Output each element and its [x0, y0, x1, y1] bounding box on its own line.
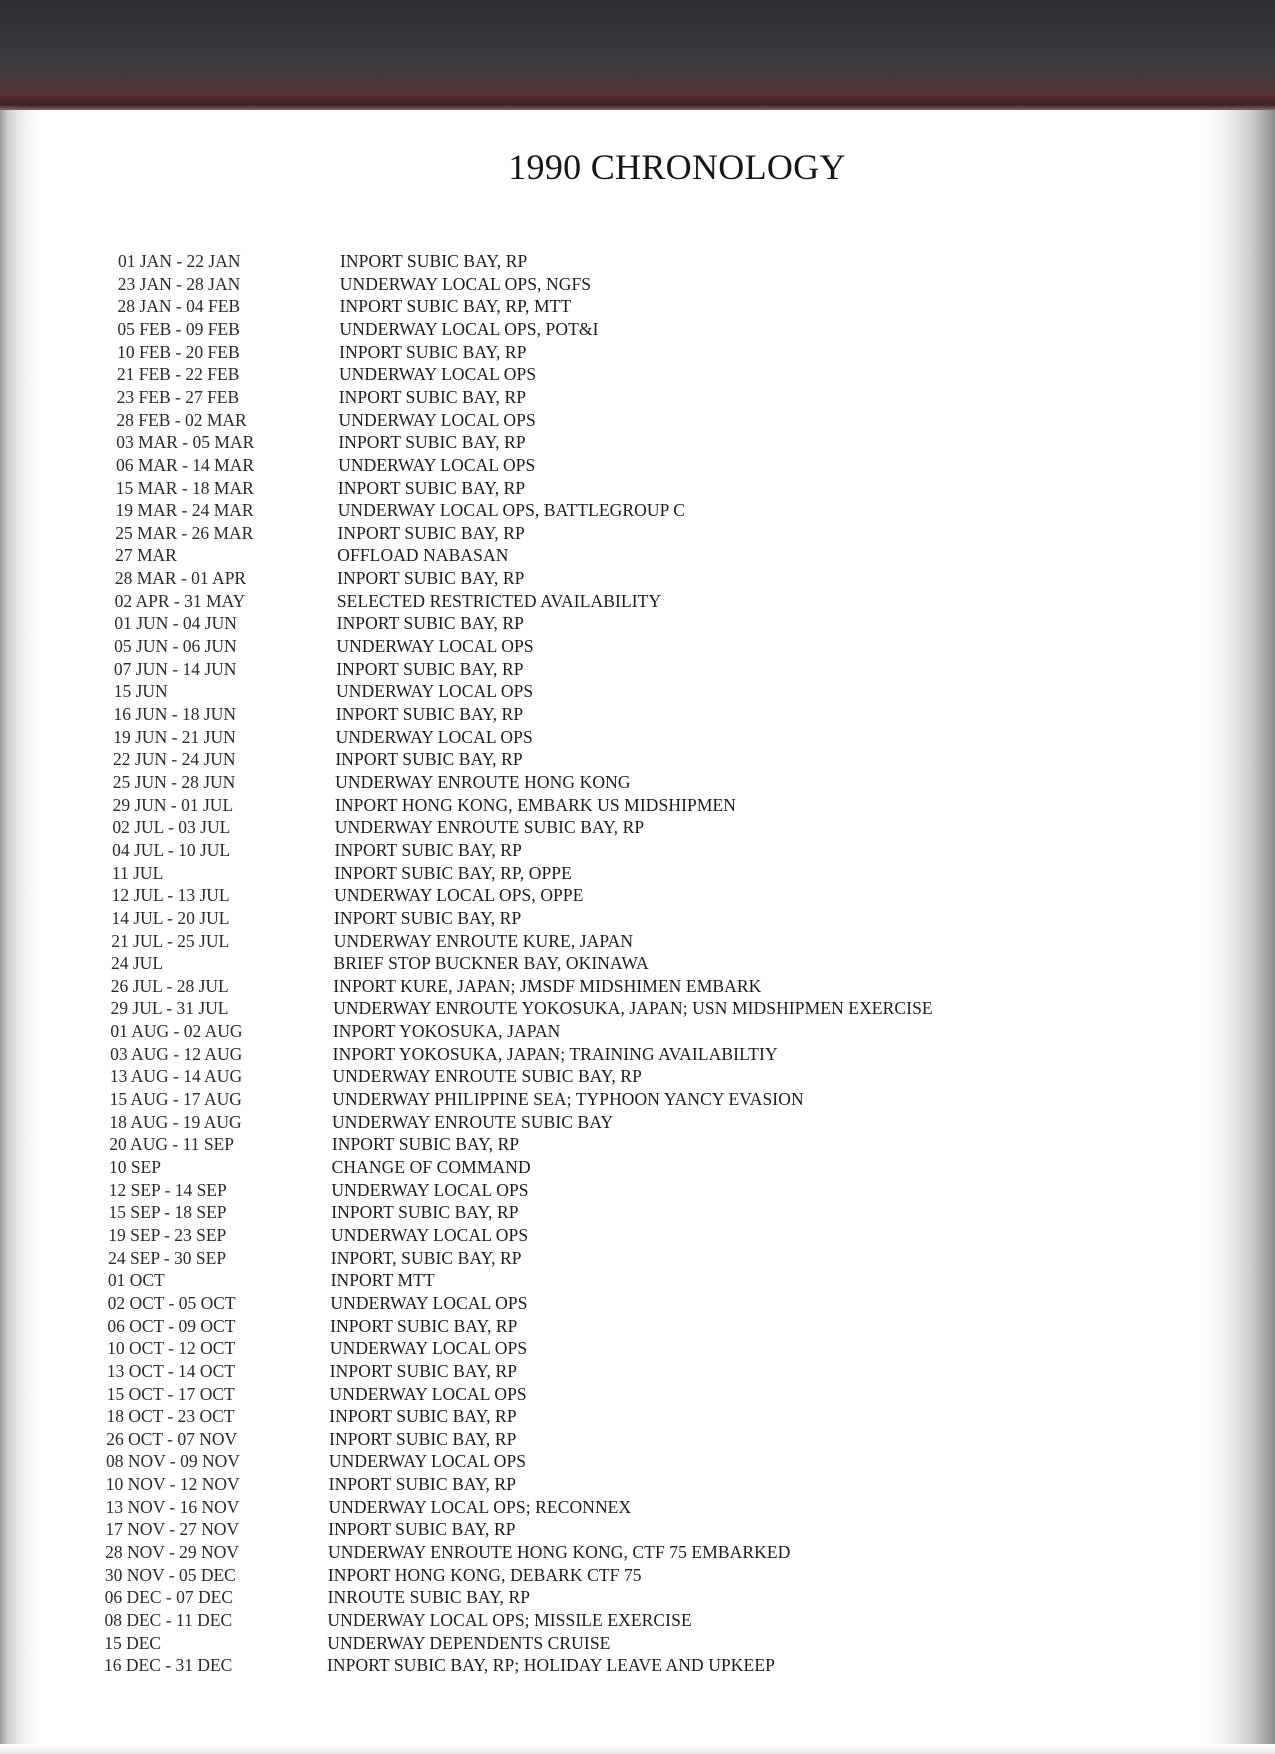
entry-date: 10 SEP — [108, 1157, 161, 1177]
list-item — [0, 612, 1100, 634]
entry-date: 01 OCT — [107, 1270, 165, 1291]
list-item — [0, 1383, 1100, 1405]
entry-date: 12 JUL - 13 JUL — [111, 885, 230, 906]
list-item — [0, 1133, 1100, 1155]
entry-event: UNDERWAY LOCAL OPS; MISSILE EXERCISE — [327, 1610, 692, 1630]
list-item — [0, 975, 1100, 997]
entry-date: 02 JUL - 03 JUL — [112, 817, 231, 838]
entry-date: 19 JUN - 21 JUN — [113, 726, 236, 747]
entry-event: INPORT HONG KONG, EMBARK US MIDSHIPMEN — [334, 794, 737, 815]
list-item — [0, 1201, 1100, 1223]
entry-date: 13 NOV - 16 NOV — [105, 1496, 240, 1517]
entry-event: INPORT SUBIC BAY, RP — [328, 1474, 517, 1495]
entry-date: 28 JAN - 04 FEB — [117, 296, 241, 317]
entry-date: 16 JUN - 18 JUN — [113, 704, 236, 724]
list-item — [0, 930, 1100, 952]
entry-event: UNDERWAY DEPENDENTS CRUISE — [327, 1632, 611, 1653]
entry-date: 18 OCT - 23 OCT — [106, 1406, 235, 1427]
entry-date: 15 SEP - 18 SEP — [108, 1202, 227, 1223]
entry-event: UNDERWAY ENROUTE HONG KONG — [335, 771, 631, 792]
entry-date: 22 JUN - 24 JUN — [113, 749, 236, 770]
page-bottom-edge — [0, 1744, 1275, 1754]
list-item — [0, 1020, 1100, 1042]
entry-event: UNDERWAY LOCAL OPS — [331, 1179, 529, 1200]
entry-date: 01 JAN - 22 JAN — [118, 251, 241, 271]
list-item — [0, 1541, 1100, 1563]
list-item — [0, 1065, 1100, 1087]
entry-date: 15 MAR - 18 MAR — [115, 477, 254, 498]
entry-event: UNDERWAY ENROUTE SUBIC BAY, RP — [334, 817, 645, 838]
entry-date: 01 AUG - 02 AUG — [110, 1021, 243, 1042]
entry-event: UNDERWAY LOCAL OPS, OPPE — [334, 885, 584, 906]
entry-date: 03 AUG - 12 AUG — [110, 1043, 243, 1064]
entry-event: UNDERWAY LOCAL OPS — [329, 1383, 527, 1404]
list-item — [0, 1224, 1100, 1246]
entry-date: 10 NOV - 12 NOV — [105, 1474, 240, 1495]
entry-event: INPORT SUBIC BAY, RP — [335, 749, 523, 770]
entry-event: SELECTED RESTRICTED AVAILABILITY — [336, 590, 662, 611]
entry-event: INPORT YOKOSUKA, JAPAN — [332, 1021, 561, 1042]
entry-event: INPORT SUBIC BAY, RP — [334, 839, 522, 860]
entry-date: 08 NOV - 09 NOV — [106, 1451, 240, 1472]
list-item — [0, 1405, 1100, 1427]
entry-date: 26 JUL - 28 JUL — [110, 975, 229, 996]
list-item — [0, 341, 1100, 363]
list-item — [0, 816, 1100, 838]
list-item — [0, 1337, 1100, 1359]
entry-date: 21 FEB - 22 FEB — [116, 364, 240, 385]
list-item — [0, 794, 1100, 816]
entry-event: UNDERWAY LOCAL OPS — [330, 1224, 529, 1245]
list-item — [0, 1428, 1100, 1450]
entry-event: INPORT SUBIC BAY, RP — [337, 522, 525, 543]
list-item — [0, 726, 1100, 748]
scan-background-top — [0, 0, 1275, 96]
entry-date: 15 OCT - 17 OCT — [106, 1383, 235, 1404]
entry-date: 10 OCT - 12 OCT — [107, 1338, 236, 1359]
entry-event: UNDERWAY LOCAL OPS, POT&I — [339, 318, 599, 339]
list-item — [0, 1473, 1100, 1495]
entry-date: 28 FEB - 02 MAR — [116, 409, 247, 430]
list-item — [0, 703, 1100, 725]
list-item — [0, 1088, 1100, 1110]
list-item — [0, 1360, 1100, 1382]
list-item — [0, 409, 1100, 431]
entry-date: 06 MAR - 14 MAR — [115, 454, 255, 475]
entry-date: 11 JUL — [111, 862, 164, 883]
entry-event: OFFLOAD NABASAN — [337, 545, 509, 566]
entry-date: 28 MAR - 01 APR — [114, 568, 247, 589]
entry-date: 03 MAR - 05 MAR — [116, 432, 255, 453]
list-item — [0, 839, 1100, 861]
entry-event: BRIEF STOP BUCKNER BAY, OKINAWA — [333, 953, 649, 974]
list-item — [0, 250, 1100, 272]
entry-event: INPORT SUBIC BAY, RP — [331, 1202, 519, 1223]
entry-event: INPORT SUBIC BAY, RP; HOLIDAY LEAVE AND UPKEEP — [327, 1655, 775, 1676]
entry-date: 17 NOV - 27 NOV — [105, 1519, 240, 1540]
list-item — [0, 522, 1100, 544]
entry-event: UNDERWAY LOCAL OPS — [336, 636, 534, 657]
entry-event: UNDERWAY LOCAL OPS — [336, 681, 534, 702]
list-item — [0, 1269, 1100, 1291]
entry-event: INPORT SUBIC BAY, RP — [333, 907, 522, 928]
list-item — [0, 1247, 1100, 1269]
entry-date: 06 OCT - 09 OCT — [107, 1315, 236, 1336]
entry-event: UNDERWAY PHILIPPINE SEA; TYPHOON YANCY EVASION — [332, 1089, 804, 1110]
entry-event: INPORT SUBIC BAY, RP — [329, 1406, 517, 1427]
entry-date: 05 FEB - 09 FEB — [117, 318, 240, 339]
entry-event: INPORT MTT — [330, 1270, 435, 1291]
entry-event: UNDERWAY ENROUTE SUBIC BAY — [332, 1111, 614, 1132]
entry-event: UNDERWAY LOCAL OPS — [330, 1292, 528, 1313]
list-item — [0, 477, 1100, 499]
entry-event: INPORT YOKOSUKA, JAPAN; TRAINING AVAILABILTIY — [332, 1043, 778, 1064]
entry-date: 02 OCT - 05 OCT — [107, 1292, 236, 1313]
list-item — [0, 386, 1100, 408]
list-item — [0, 1156, 1100, 1178]
entry-event: INPORT SUBIC BAY, RP — [329, 1360, 518, 1381]
list-item — [0, 997, 1100, 1019]
entry-date: 30 NOV - 05 DEC — [104, 1564, 236, 1585]
entry-date: 21 JUL - 25 JUL — [111, 930, 230, 951]
list-item — [0, 1632, 1100, 1654]
entry-date: 15 DEC — [104, 1632, 162, 1653]
entry-date: 27 MAR — [115, 545, 177, 566]
entry-event: INPORT SUBIC BAY, RP, MTT — [339, 296, 572, 317]
list-item — [0, 590, 1100, 612]
entry-event: INPORT SUBIC BAY, RP — [337, 568, 525, 589]
entry-date: 15 JUN — [113, 681, 168, 702]
list-item — [0, 884, 1100, 906]
list-item — [0, 658, 1100, 680]
entry-event: INPORT SUBIC BAY, RP — [337, 477, 526, 498]
list-item — [0, 771, 1100, 793]
entry-event: UNDERWAY LOCAL OPS — [335, 726, 533, 747]
entry-date: 13 AUG - 14 AUG — [109, 1066, 243, 1087]
list-item — [0, 454, 1100, 476]
entry-date: 07 JUN - 14 JUN — [113, 658, 237, 679]
entry-date: 28 NOV - 29 NOV — [105, 1542, 239, 1563]
entry-event: UNDERWAY LOCAL OPS — [328, 1451, 527, 1472]
list-item — [0, 1654, 1100, 1676]
entry-event: INPORT, SUBIC BAY, RP — [330, 1247, 522, 1268]
entry-date: 08 DEC - 11 DEC — [104, 1610, 233, 1630]
entry-event: INPORT SUBIC BAY, RP — [336, 613, 525, 634]
entry-date: 14 JUL - 20 JUL — [111, 907, 230, 928]
entry-event: INPORT SUBIC BAY, RP — [340, 251, 528, 271]
entry-event: INPORT SUBIC BAY, RP — [331, 1134, 520, 1155]
list-item — [0, 748, 1100, 770]
entry-event: INPORT SUBIC BAY, RP — [338, 386, 527, 407]
list-item — [0, 1043, 1100, 1065]
entry-event: UNDERWAY ENROUTE KURE, JAPAN — [333, 930, 634, 951]
entry-date: 16 DEC - 31 DEC — [104, 1655, 233, 1676]
list-item — [0, 499, 1100, 521]
list-item — [0, 1496, 1100, 1518]
entry-event: UNDERWAY ENROUTE SUBIC BAY, RP — [332, 1066, 642, 1087]
list-item — [0, 1179, 1100, 1201]
entry-date: 24 JUL — [111, 953, 164, 974]
entry-date: 06 DEC - 07 DEC — [104, 1587, 233, 1608]
page-title: 1990 CHRONOLOGY — [508, 147, 846, 187]
entry-date: 25 JUN - 28 JUN — [112, 771, 236, 792]
entry-date: 12 SEP - 14 SEP — [108, 1179, 227, 1200]
entry-date: 29 JUN - 01 JUL — [112, 794, 234, 815]
entry-event: UNDERWAY LOCAL OPS — [338, 364, 537, 385]
entry-date: 20 AUG - 11 SEP — [109, 1134, 234, 1155]
list-item — [0, 273, 1100, 295]
entry-event: CHANGE OF COMMAND — [331, 1157, 531, 1177]
list-item — [0, 1450, 1100, 1472]
list-item — [0, 907, 1100, 929]
entry-event: UNDERWAY LOCAL OPS — [338, 409, 536, 430]
list-item — [0, 1518, 1100, 1540]
entry-date: 23 JAN - 28 JAN — [117, 273, 241, 294]
entry-event: INPORT SUBIC BAY, RP — [330, 1315, 518, 1336]
entry-event: UNDERWAY LOCAL OPS — [329, 1338, 528, 1359]
entry-event: UNDERWAY LOCAL OPS, BATTLEGROUP C — [337, 500, 686, 521]
entry-date: 05 JUN - 06 JUN — [114, 636, 237, 657]
entry-event: INPORT SUBIC BAY, RP — [336, 658, 524, 679]
entry-event: INPORT SUBIC BAY, RP, OPPE — [334, 862, 572, 883]
list-item — [0, 952, 1100, 974]
entry-date: 19 SEP - 23 SEP — [108, 1224, 227, 1245]
entry-event: INPORT SUBIC BAY, RP — [335, 704, 524, 724]
entry-event: INPORT SUBIC BAY, RP — [329, 1428, 517, 1449]
entry-date: 02 APR - 31 MAY — [114, 590, 246, 611]
list-item — [0, 1586, 1100, 1608]
list-item — [0, 1564, 1100, 1586]
entry-event: UNDERWAY LOCAL OPS — [338, 454, 536, 475]
entry-date: 26 OCT - 07 NOV — [106, 1428, 238, 1449]
entry-date: 25 MAR - 26 MAR — [115, 522, 254, 543]
entry-date: 10 FEB - 20 FEB — [117, 341, 240, 362]
entry-date: 19 MAR - 24 MAR — [115, 500, 254, 521]
entry-date: 18 AUG - 19 AUG — [109, 1111, 242, 1132]
entry-event: INROUTE SUBIC BAY, RP — [327, 1587, 531, 1608]
entry-event: INPORT HONG KONG, DEBARK CTF 75 — [327, 1564, 642, 1585]
list-item — [0, 567, 1100, 589]
entry-event: INPORT SUBIC BAY, RP — [328, 1519, 516, 1540]
list-item — [0, 295, 1100, 317]
entry-event: INPORT KURE, JAPAN; JMSDF MIDSHIMEN EMBARK — [333, 975, 762, 996]
entry-date: 01 JUN - 04 JUN — [114, 613, 237, 634]
entry-date: 29 JUL - 31 JUL — [110, 998, 229, 1019]
list-item — [0, 544, 1100, 566]
list-item — [0, 680, 1100, 702]
page-right-shadow — [1205, 110, 1275, 1754]
entry-event: UNDERWAY ENROUTE HONG KONG, CTF 75 EMBARKED — [328, 1542, 791, 1563]
list-item — [0, 635, 1100, 657]
entry-date: 15 AUG - 17 AUG — [109, 1089, 242, 1110]
list-item — [0, 318, 1100, 340]
entry-date: 13 OCT - 14 OCT — [106, 1360, 235, 1381]
entry-date: 23 FEB - 27 FEB — [116, 386, 240, 407]
entry-event: UNDERWAY LOCAL OPS; RECONNEX — [328, 1496, 632, 1517]
list-item — [0, 431, 1100, 453]
list-item — [0, 862, 1100, 884]
entry-event: INPORT SUBIC BAY, RP — [339, 341, 527, 362]
list-item — [0, 1315, 1100, 1337]
entry-event: UNDERWAY LOCAL OPS, NGFS — [339, 273, 592, 294]
entry-date: 04 JUL - 10 JUL — [112, 839, 231, 860]
entry-event: INPORT SUBIC BAY, RP — [338, 432, 526, 453]
entry-event: UNDERWAY ENROUTE YOKOSUKA, JAPAN; USN MIDSHIPMEN EXERCISE — [333, 998, 933, 1019]
list-item — [0, 1609, 1100, 1631]
list-item — [0, 1292, 1100, 1314]
list-item — [0, 1111, 1100, 1133]
list-item — [0, 363, 1100, 385]
entry-date: 24 SEP - 30 SEP — [108, 1247, 227, 1268]
